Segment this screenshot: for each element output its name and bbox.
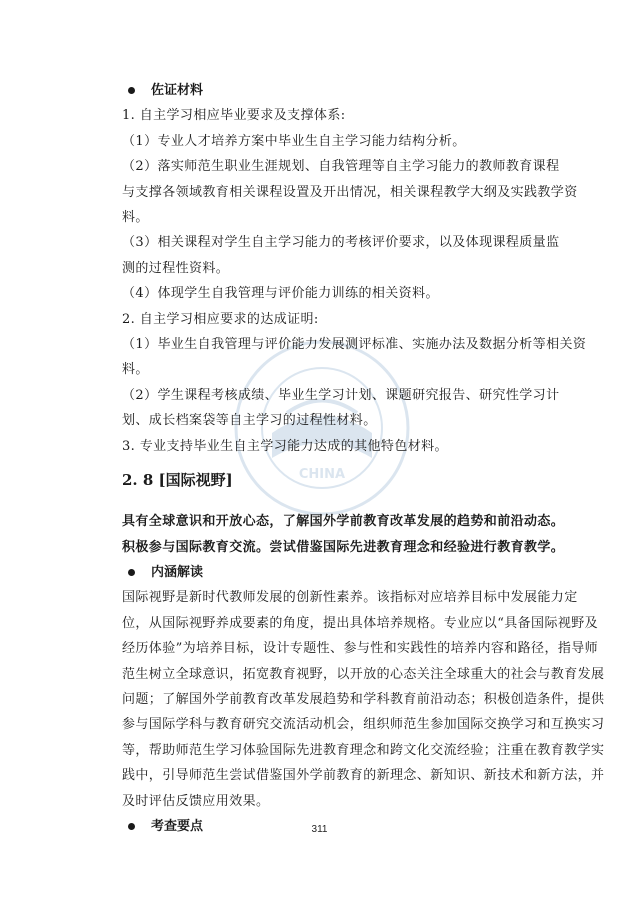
section-title: 2. 8 [国际视野]: [122, 471, 233, 490]
interpretation-line: 经历体验”为培养目标，设计专题性、参与性和实践性的培养内容和路径，指导师: [122, 641, 599, 657]
interpretation-line: 践中，引导师范生尝试借鉴国外学前教育的新理念、新知识、新技术和新方法，并: [122, 768, 605, 784]
evidence-line: 1. 自主学习相应毕业要求及支撑体系:: [122, 108, 346, 124]
interpretation-line: 等，帮助师范生学习体验国际先进教育理念和跨文化交流经验；注重在教育教学实: [122, 742, 605, 758]
evidence-line: 3. 专业支持毕业生自主学习能力达成的其他特色材料。: [122, 438, 448, 454]
evidence-line: 划、成长档案袋等自主学习的过程性材料。: [122, 413, 377, 429]
evidence-line: （3）相关课程对学生自主学习能力的考核评价要求，以及体现课程质量监: [122, 235, 560, 251]
interpretation-heading: 内涵解读: [151, 564, 204, 580]
evidence-line: 料。: [122, 362, 149, 378]
evidence-line: 料。: [122, 210, 149, 226]
interpretation-line: 及时评估反馈应用效果。: [122, 793, 270, 809]
interpretation-line: 范生树立全球意识，拓宽教育视野，以开放的心态关注全球重大的社会与教育发展: [122, 666, 605, 682]
interpretation-line: 国际视野是新时代教师发展的创新性素养。该指标对应培养目标中发展能力定: [122, 590, 578, 606]
content-area: [122, 78, 605, 839]
evidence-line: （2）落实师范生职业生涯规划、自我管理等自主学习能力的教师教育课程: [122, 159, 560, 175]
evidence-line: （4）体现学生自我管理与评价能力训练的相关资料。: [122, 286, 439, 302]
evidence-line: （2）学生课程考核成绩、毕业生学习计划、课题研究报告、研究性学习计: [122, 387, 560, 403]
evidence-line: （1）毕业生自我管理与评价能力发展测评标准、实施办法及数据分析等相关资: [122, 337, 587, 353]
evidence-line: 测的过程性资料。: [122, 260, 230, 276]
evidence-line: （1）专业人才培养方案中毕业生自主学习能力结构分析。: [122, 133, 466, 149]
bullet-icon: [128, 87, 135, 94]
interpretation-line: 问题；了解国外学前教育改革发展趋势和学科教育前沿动态；积极创造条件，提供: [122, 691, 605, 707]
bullet-icon: [128, 569, 135, 576]
requirement-line: 积极参与国际教育交流。尝试借鉴国际先进教育理念和经验进行教育教学。: [122, 539, 565, 555]
evidence-line: 2. 自主学习相应要求的达成证明:: [122, 311, 319, 327]
evidence-heading: 佐证材料: [151, 83, 204, 98]
requirement-line: 具有全球意识和开放心态，了解国外学前教育改革发展的趋势和前沿动态。: [122, 514, 565, 530]
svg-text:CHINA: CHINA: [298, 467, 346, 482]
interpretation-heading-row: [122, 560, 528, 585]
review-heading: 考查要点: [151, 818, 204, 834]
interpretation-line: 位，从国际视野养成要素的角度，提出具体培养规格。专业应以“具备国际视野及: [122, 615, 599, 631]
evidence-heading-row: [122, 78, 528, 103]
evidence-line: 与支撑各领域教育相关课程设置及开出情况，相关课程教学大纲及实践教学资: [122, 184, 578, 200]
page-number: 311: [311, 824, 328, 835]
interpretation-line: 参与国际学科与教育研究交流活动机会，组织师范生参加国际交换学习和互换实习: [122, 717, 605, 733]
